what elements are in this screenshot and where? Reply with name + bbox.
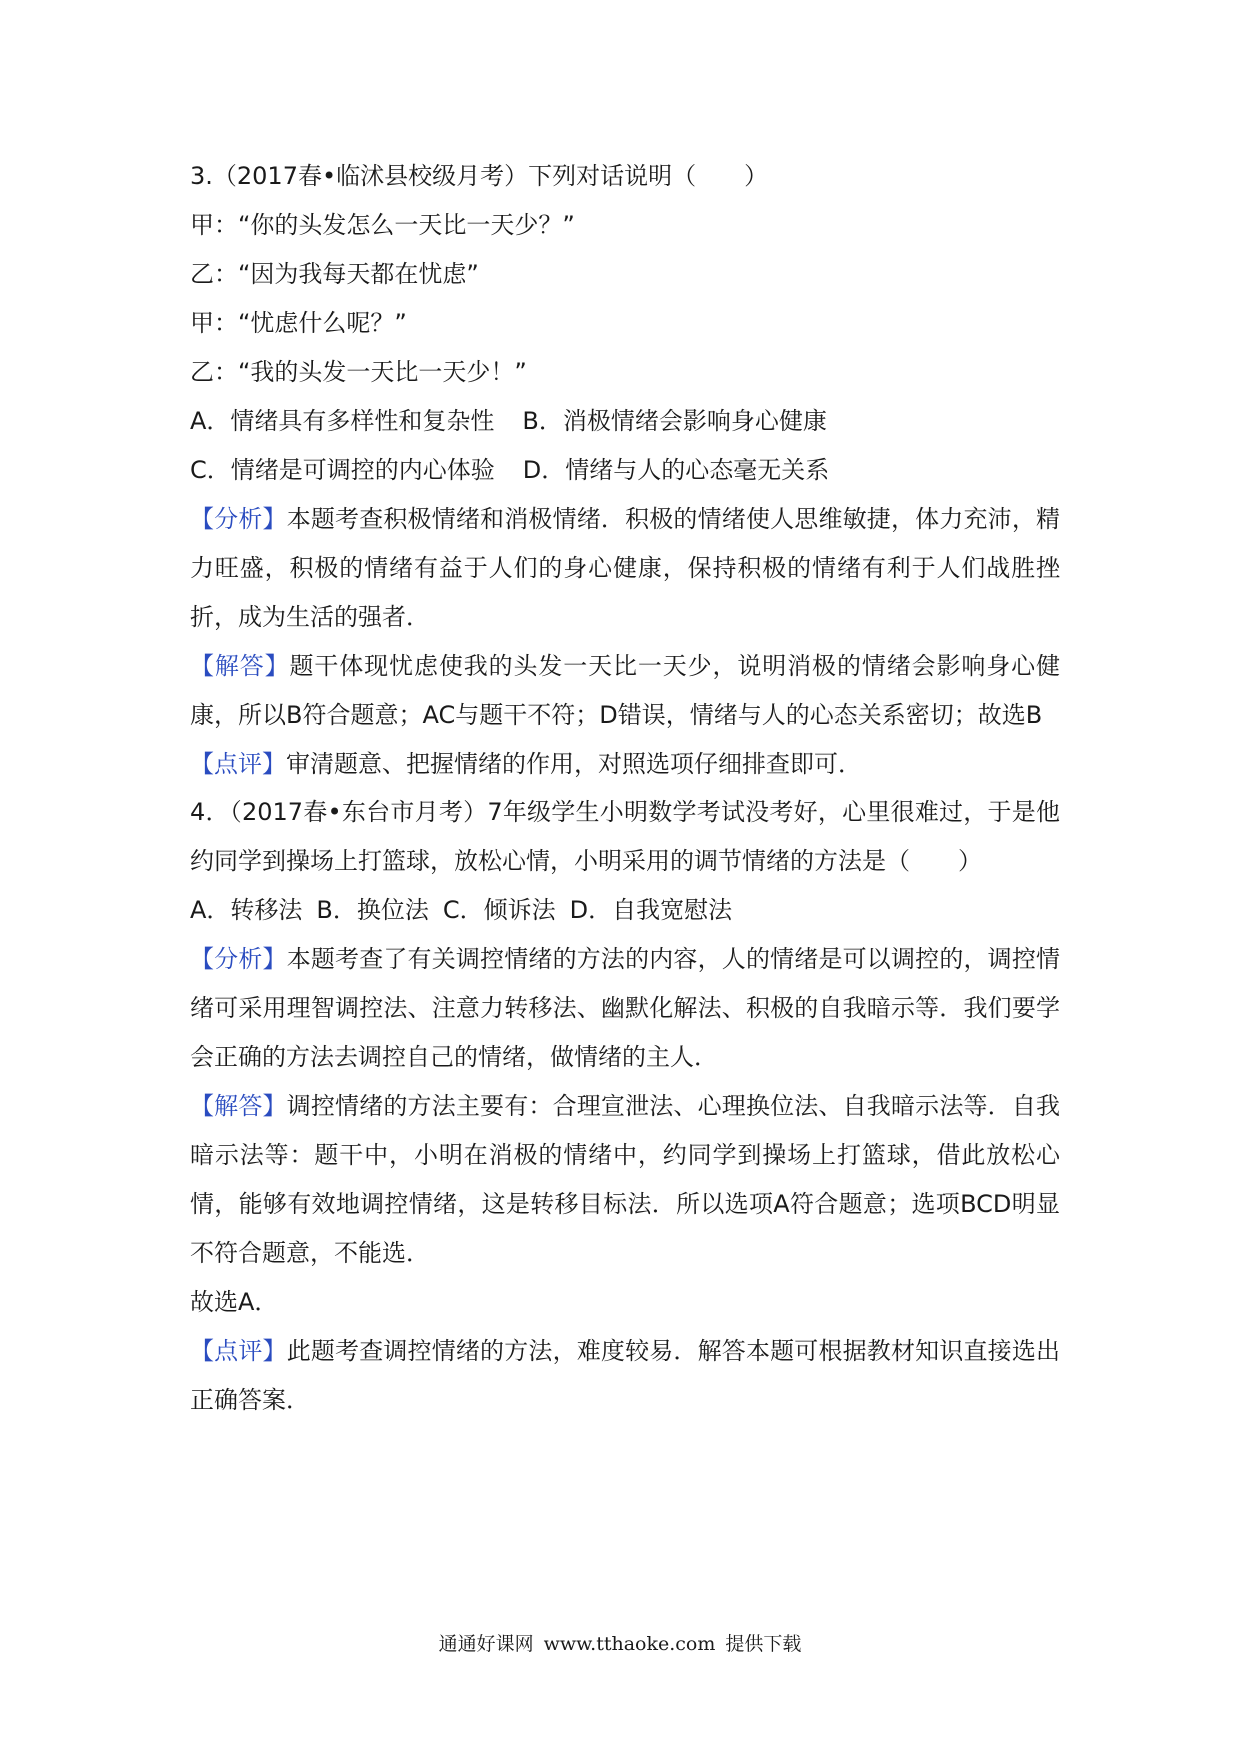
options-row (190, 886, 1060, 935)
dialog-line: 乙：“我的头发一天比一天少！” (190, 358, 527, 386)
comment-text: 此题考查调控情绪的方法，难度较易．解答本题可根据教材知识直接选出正确答案． (190, 1337, 1060, 1414)
options-row (190, 446, 1060, 495)
option-a: A．情绪具有多样性和复杂性 (190, 407, 495, 435)
answer-text: 题干体现忧虑使我的头发一天比一天少，说明消极的情绪会影响身心健康，所以B符合题意；AC与题干不符；D错误，情绪与人的心态关系密切；故选B (190, 652, 1060, 729)
question-4 (190, 788, 1060, 1425)
analysis-text: 本题考查了有关调控情绪的方法的内容，人的情绪是可以调控的，调控情绪可采用理智调控法、注意力转移法、幽默化解法、积极的自我暗示等．我们要学会正确的方法去调控自己的情绪，做情绪的主人． (190, 945, 1060, 1071)
option-a: A．转移法 (190, 896, 303, 924)
analysis-text: 本题考查积极情绪和消极情绪．积极的情绪使人思维敏捷，体力充沛，精力旺盛，积极的情绪有益于人们的身心健康，保持积极的情绪有利于人们战胜挫折，成为生活的强者． (190, 505, 1060, 631)
dialog-line: 甲：“你的头发怎么一天比一天少？” (190, 211, 575, 239)
options-row (190, 397, 1060, 446)
dialog-line: 甲：“忧虑什么呢？” (190, 309, 407, 337)
option-c: C．倾诉法 (442, 896, 556, 924)
question-3 (190, 152, 1060, 789)
option-c: C．情绪是可调控的内心体验 (190, 456, 495, 484)
question-stem: 4．（2017春•东台市月考）7年级学生小明数学考试没考好，心里很难过，于是他约同学到操场上打篮球，放松心情，小明采用的调节情绪的方法是（ ） (190, 798, 1060, 875)
analysis-section (190, 495, 1060, 642)
option-d: D．自我宽慰法 (569, 896, 733, 924)
footer-site-name: 通通好课网 (438, 1633, 534, 1655)
answer-tag: 【解答】 (190, 1092, 287, 1120)
comment-section (190, 1327, 1060, 1425)
question-stem: 3.（2017春•临沭县校级月考）下列对话说明（ ） (190, 162, 769, 190)
answer-tag: 【解答】 (190, 652, 290, 680)
option-b: B．消极情绪会影响身心健康 (522, 407, 827, 435)
comment-text: 审清题意、把握情绪的作用，对照选项仔细排查即可． (286, 750, 862, 778)
footer-url: www.tthaoke.com (543, 1633, 716, 1655)
conclusion-text: 故选A． (190, 1288, 279, 1316)
option-d: D．情绪与人的心态毫无关系 (522, 456, 830, 484)
comment-section (190, 740, 1060, 789)
page-footer (0, 1631, 1240, 1657)
answer-text: 调控情绪的方法主要有：合理宣泄法、心理换位法、自我暗示法等．自我暗示法等：题干中，小明在消极的情绪中，约同学到操场上打篮球，借此放松心情，能够有效地调控情绪，这是转移目标法．所以选项A符合题意；选项BCD明显不符合题意，不能选． (190, 1092, 1060, 1267)
comment-tag: 【点评】 (190, 750, 286, 778)
analysis-tag: 【分析】 (190, 945, 287, 973)
dialog-line: 乙：“因为我每天都在忧虑” (190, 260, 479, 288)
option-b: B．换位法 (316, 896, 429, 924)
comment-tag: 【点评】 (190, 1337, 287, 1365)
analysis-tag: 【分析】 (190, 505, 287, 533)
answer-section (190, 642, 1060, 740)
analysis-section (190, 935, 1060, 1082)
footer-note: 提供下载 (725, 1633, 802, 1655)
answer-section (190, 1082, 1060, 1278)
